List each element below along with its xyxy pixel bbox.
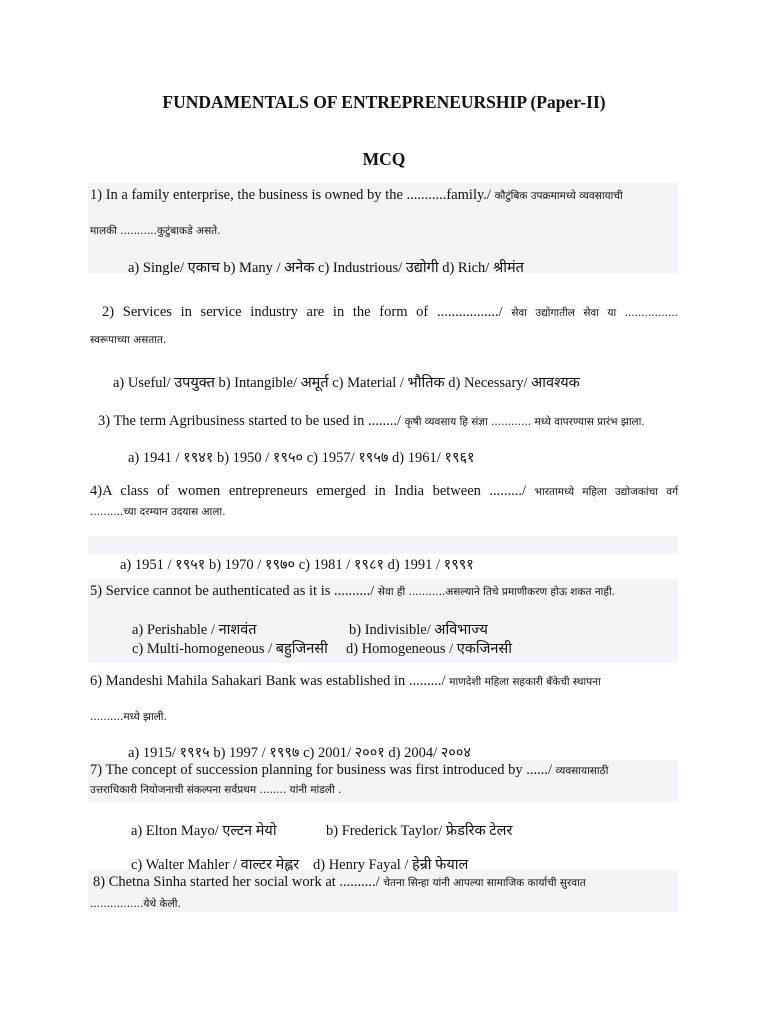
question-7-line-2: उत्तराधिकारी नियोजनाची संकल्पना सर्वप्रथम ........ यांनी मांडली .	[90, 784, 342, 796]
question-3-line-1	[98, 413, 645, 430]
question-7-marathi: व्यवसायासाठी	[555, 765, 609, 777]
section-heading-mcq: MCQ	[362, 149, 406, 169]
question-5-option-c: c) Multi-homogeneous / बहुजिनसी	[132, 641, 328, 657]
question-6-text: 6) Mandeshi Mahila Sahakari Bank was established in ........./	[90, 673, 446, 689]
question-4-text: 4)A class of women entrepreneurs emerged in India between ........./	[90, 483, 527, 499]
question-3-marathi: कृषी व्यवसाय हि संज्ञा ............ मध्ये वापरण्यास प्रारंभ झाला.	[404, 416, 645, 428]
question-7-text: 7) The concept of succession planning for business was first introduced by ....../	[90, 762, 553, 778]
question-8-text: 8) Chetna Sinha started her social work at ........../	[93, 874, 380, 890]
document-title: FUNDAMENTALS OF ENTREPRENEURSHIP (Paper-II)	[162, 92, 606, 112]
question-8-line-2: ................येथे केली.	[90, 898, 181, 910]
q4-options-shade	[88, 536, 678, 554]
question-5-option-b: b) Indivisible/ अविभाज्य	[349, 622, 488, 638]
question-4-line-1	[90, 483, 678, 500]
question-1-text: 1) In a family enterprise, the business is owned by the ...........family./	[90, 187, 491, 203]
question-8-marathi: चेतना सिन्हा यांनी आपल्या सामाजिक कार्याची सुरवात	[383, 877, 586, 889]
question-7-option-b: b) Frederick Taylor/ फ्रेडरिक टेलर	[326, 823, 513, 839]
question-5-option-a: a) Perishable / नाशवंत	[132, 622, 257, 638]
question-6-line-1	[90, 673, 601, 690]
question-6-options: a) 1915/ १९१५ b) 1997 / १९९७ c) 2001/ २००१ d) 2004/ २००४	[128, 745, 471, 761]
question-7-option-c: c) Walter Mahler / वाल्टर मेह्लर	[131, 857, 300, 873]
question-2-marathi: सेवा उद्योगातील सेवा या ................	[511, 307, 678, 319]
question-6-line-2: ..........मध्ये झाली.	[90, 711, 167, 723]
question-2-line-1	[102, 304, 678, 321]
question-5-line-1	[90, 583, 615, 600]
question-5-text: 5) Service cannot be authenticated as it is ........../	[90, 583, 375, 599]
question-3-text: 3) The term Agribusiness started to be used in ......../	[98, 413, 401, 429]
question-7-line-1	[90, 762, 608, 779]
question-5-option-d: d) Homogeneous / एकजिनसी	[346, 641, 513, 657]
question-6-marathi: माणदेशी महिला सहकारी बँकेची स्थापना	[449, 676, 601, 688]
question-1-line-1	[90, 187, 623, 204]
question-4-marathi: भारतामध्ये महिला उद्योजकांचा वर्ग	[534, 486, 678, 498]
question-1-marathi: कौटुंबिक उपक्रमामध्ये व्यवसायाची	[494, 190, 623, 202]
question-4-line-2: ..........च्या दरम्यान उदयास आला.	[90, 506, 226, 518]
question-1-line-2: मालकी ...........कुटुंबाकडे असते.	[90, 225, 221, 237]
question-8-line-1	[93, 874, 586, 891]
question-2-line-2: स्वरूपाच्या असतात.	[90, 334, 167, 346]
question-3-options: a) 1941 / १९४१ b) 1950 / १९५० c) 1957/ १९५७ d) 1961/ १९६१	[128, 450, 475, 466]
question-2-text: 2) Services in service industry are in the form of ................./	[102, 304, 503, 320]
question-5-marathi: सेवा ही ...........असल्याने तिचे प्रमाणीकरण होऊ शकत नाही.	[377, 586, 616, 598]
question-7-option-a: a) Elton Mayo/ एल्टन मेयो	[131, 823, 277, 839]
question-4-options: a) 1951 / १९५१ b) 1970 / १९७० c) 1981 / १९८१ d) 1991 / १९९१	[120, 557, 474, 573]
question-1-options: a) Single/ एकाच b) Many / अनेक c) Industrious/ उद्योगी d) Rich/ श्रीमंत	[128, 260, 524, 276]
question-7-option-d: d) Henry Fayal / हेन्री फेयाल	[313, 857, 469, 873]
question-2-options: a) Useful/ उपयुक्त b) Intangible/ अमूर्त c) Material / भौतिक d) Necessary/ आवश्यक	[113, 375, 580, 391]
